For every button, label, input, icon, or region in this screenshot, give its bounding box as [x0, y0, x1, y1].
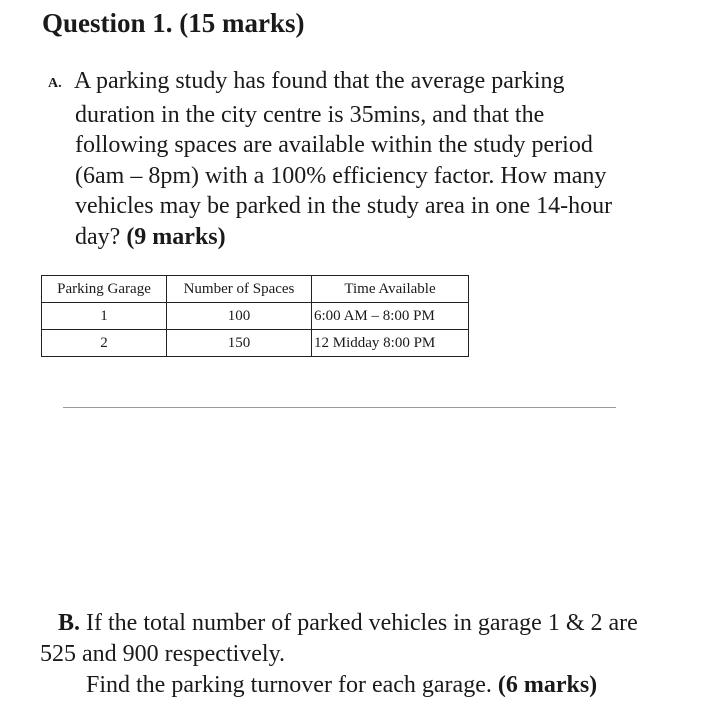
part-a-line-2: duration in the city centre is 35mins, and that the: [75, 101, 545, 128]
part-a-line-6: [48, 222, 658, 253]
part-a-text-1: A parking study has found that the average parking: [74, 68, 565, 94]
part-b: [40, 608, 700, 701]
part-a-line-3: following spaces are available within the study period: [75, 132, 593, 158]
part-a-line-4: (6am – 8pm) with a 100% efficiency factor. How many: [75, 162, 607, 189]
part-b-line-2: 525 and 900 respectively.: [40, 641, 286, 667]
part-b-marks: (6 marks): [497, 672, 598, 698]
part-a-line-5: vehicles may be parked in the study area in one 14-hour: [75, 193, 613, 219]
part-b-line-3: [40, 670, 700, 701]
cell-time: 12 Midday 8:00 PM: [312, 330, 469, 357]
part-a-marks: (9 marks): [126, 223, 226, 250]
question-title: Question 1. (15 marks): [42, 8, 305, 38]
table-row: [42, 303, 469, 330]
cell-garage: 1: [42, 303, 167, 330]
table-row: [42, 330, 469, 357]
part-b-text-3: Find the parking turnover for each garage.: [86, 672, 492, 698]
part-b-label: B.: [58, 610, 81, 636]
part-a-text-6: day?: [75, 223, 121, 250]
cell-time: 6:00 AM – 8:00 PM: [312, 303, 469, 330]
header-time-available: Time Available: [312, 276, 469, 303]
part-a-label: A.: [48, 76, 62, 91]
table-header-row: [42, 276, 469, 303]
divider-line: [63, 407, 616, 408]
cell-spaces: 150: [167, 330, 312, 357]
header-number-of-spaces: Number of Spaces: [167, 276, 312, 303]
part-a-line-1: [48, 66, 658, 100]
cell-garage: 2: [42, 330, 167, 357]
parking-table: [41, 275, 469, 357]
part-a: [48, 66, 658, 252]
cell-spaces: 100: [167, 303, 312, 330]
header-parking-garage: Parking Garage: [42, 276, 167, 303]
part-b-line-1: [40, 608, 700, 639]
part-b-text-1: If the total number of parked vehicles in garage 1 & 2 are: [86, 610, 638, 636]
